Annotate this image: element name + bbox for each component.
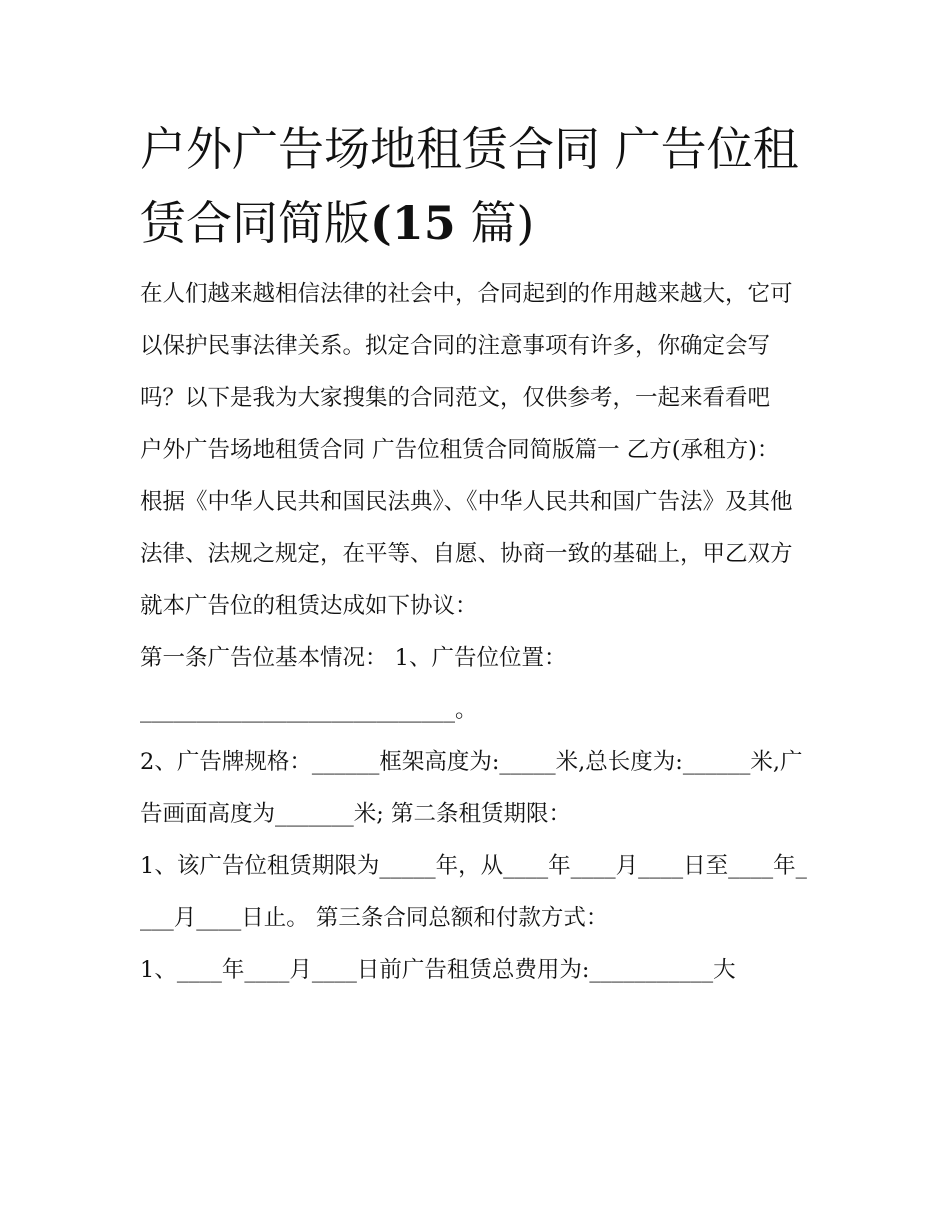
document-title-tail: 篇) — [455, 196, 535, 250]
location-blank-line: ____________________________。 — [140, 697, 478, 723]
document-title-main: 户外广告场地租赁合同 广告位租赁合同简版 — [140, 122, 799, 250]
document-title — [140, 112, 812, 260]
article-one-heading: 第一条广告位基本情况： 1、广告位位置： — [140, 645, 567, 671]
payment-paragraph: 1、____年____月____日前广告租赁总费用为:___________大 — [140, 957, 736, 983]
document-page — [140, 112, 812, 996]
lease-term-paragraph: 1、该广告位租赁期限为_____年，从____年____月____日至____年____月____日止。 第三条合同总额和付款方式： — [140, 853, 807, 931]
document-title-count: (15 — [370, 196, 456, 250]
legal-basis-paragraph: 根据《中华人民共和国民法典》、《中华人民共和国广告法》及其他法律、法规之规定，在平等、自愿、协商一致的基础上，甲乙双方就本广告位的租赁达成如下协议： — [140, 489, 793, 619]
intro-paragraph: 在人们越来越相信法律的社会中，合同起到的作用越来越大，它可以保护民事法律关系。拟定合同的注意事项有许多，你确定会写吗？以下是我为大家搜集的合同范文，仅供参考，一起来看看吧 — [140, 281, 793, 411]
billboard-spec-paragraph: 2、广告牌规格：______框架高度为:_____米,总长度为:______米,广告画面高度为_______米; 第二条租赁期限： — [140, 749, 803, 827]
contract-heading: 户外广告场地租赁合同 广告位租赁合同简版篇一 乙方(承租方)： — [140, 437, 780, 463]
